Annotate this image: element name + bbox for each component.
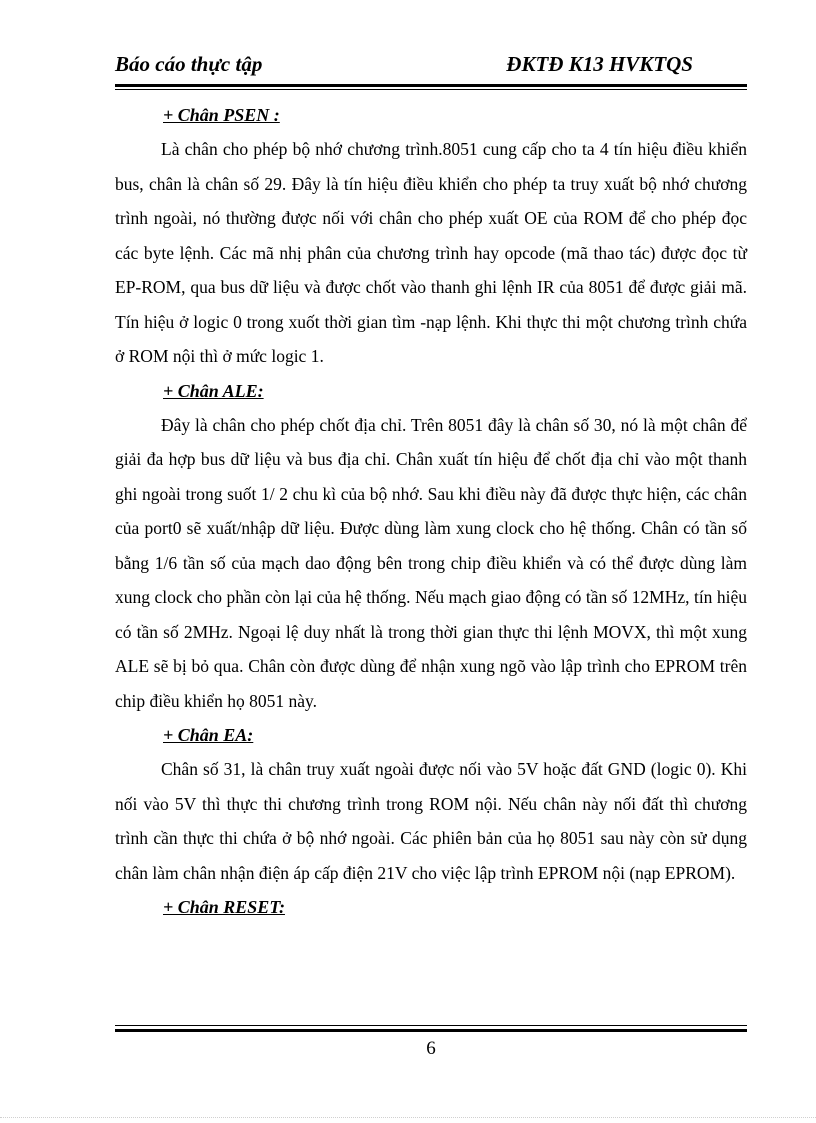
page-edge-divider (0, 1117, 816, 1118)
footer-rule-thick (115, 1029, 747, 1032)
paragraph-psen (115, 132, 747, 374)
section-heading-ea: + Chân EA: (163, 725, 254, 745)
section-heading-psen: + Chân PSEN : (163, 105, 280, 125)
paragraph-ale-text: Đây là chân cho phép chốt địa chỉ. Trên 8051 đây là chân số 30, nó là một chân để giải đa hợp bus dữ liệu và bus địa chỉ. Chân xuất tín hiệu để chốt địa chỉ vào một thanh ghi ngoài trong suốt 1/ 2 chu kì của bộ nhớ. Sau khi điều này đã được thực hiện, các chân của port0 sẽ xuất/nhập dữ liệu. Được dùng làm xung clock cho hệ thống. Chân có tần số bằng 1/6 tần số của mạch dao động bên trong chip điều khiển và có thể được dùng làm xung clock cho phần còn lại của hệ thống. Nếu mạch giao động có tần số 12MHz, tín hiệu có tần số 2MHz. Ngoại lệ duy nhất là trong thời gian thực thi lệnh MOVX, thì một xung ALE sẽ bị bỏ qua. Chân còn được dùng để nhận xung ngõ vào lập trình cho EPROM trên chip điều khiển họ 8051 này. (115, 414, 747, 711)
paragraph-ea (115, 752, 747, 890)
paragraph-ea-text: Chân số 31, là chân truy xuất ngoài được nối vào 5V hoặc đất GND (logic 0). Khi nối vào 5V thì thực thi chương trình trong ROM nội. Nếu chân này nối đất thì chương trình cần thực thi chứa ở bộ nhớ ngoài. Các phiên bản của họ 8051 sau này còn sử dụng chân làm chân nhận điện áp cấp điện 21V cho việc lập trình EPROM nội (nạp EPROM). (115, 759, 747, 883)
page-header (115, 52, 747, 82)
header-rule-thin (115, 89, 747, 90)
header-rule-thick (115, 84, 747, 87)
page-body (115, 98, 747, 924)
paragraph-psen-text: Là chân cho phép bộ nhớ chương trình.8051 cung cấp cho ta 4 tín hiệu điều khiển bus, chân là chân số 29. Đây là tín hiệu điều khiển cho phép ta truy xuất bộ nhớ chương trình ngoài, nó thường được nối với chân cho phép xuất OE của ROM để cho phép đọc các byte lệnh. Các mã nhị phân của chương trình hay opcode (mã thao tác) được đọc từ EP-ROM, qua bus dữ liệu và được chốt vào thanh ghi lệnh IR của 8051 để được giải mã. Tín hiệu ở logic 0 trong xuốt thời gian tìm -nạp lệnh. Khi thực thi một chương trình chứa ở ROM nội thì ở mức logic 1. (115, 139, 747, 366)
paragraph-ale (115, 408, 747, 719)
page-number: 6 (426, 1038, 436, 1059)
section-heading-ale: + Chân ALE: (163, 380, 264, 401)
footer-rule-thin (115, 1025, 747, 1026)
report-title: Báo cáo thực tập (115, 52, 263, 76)
class-code: ĐKTĐ K13 HVKTQS (506, 52, 693, 76)
section-heading-reset: + Chân RESET: (163, 897, 285, 917)
